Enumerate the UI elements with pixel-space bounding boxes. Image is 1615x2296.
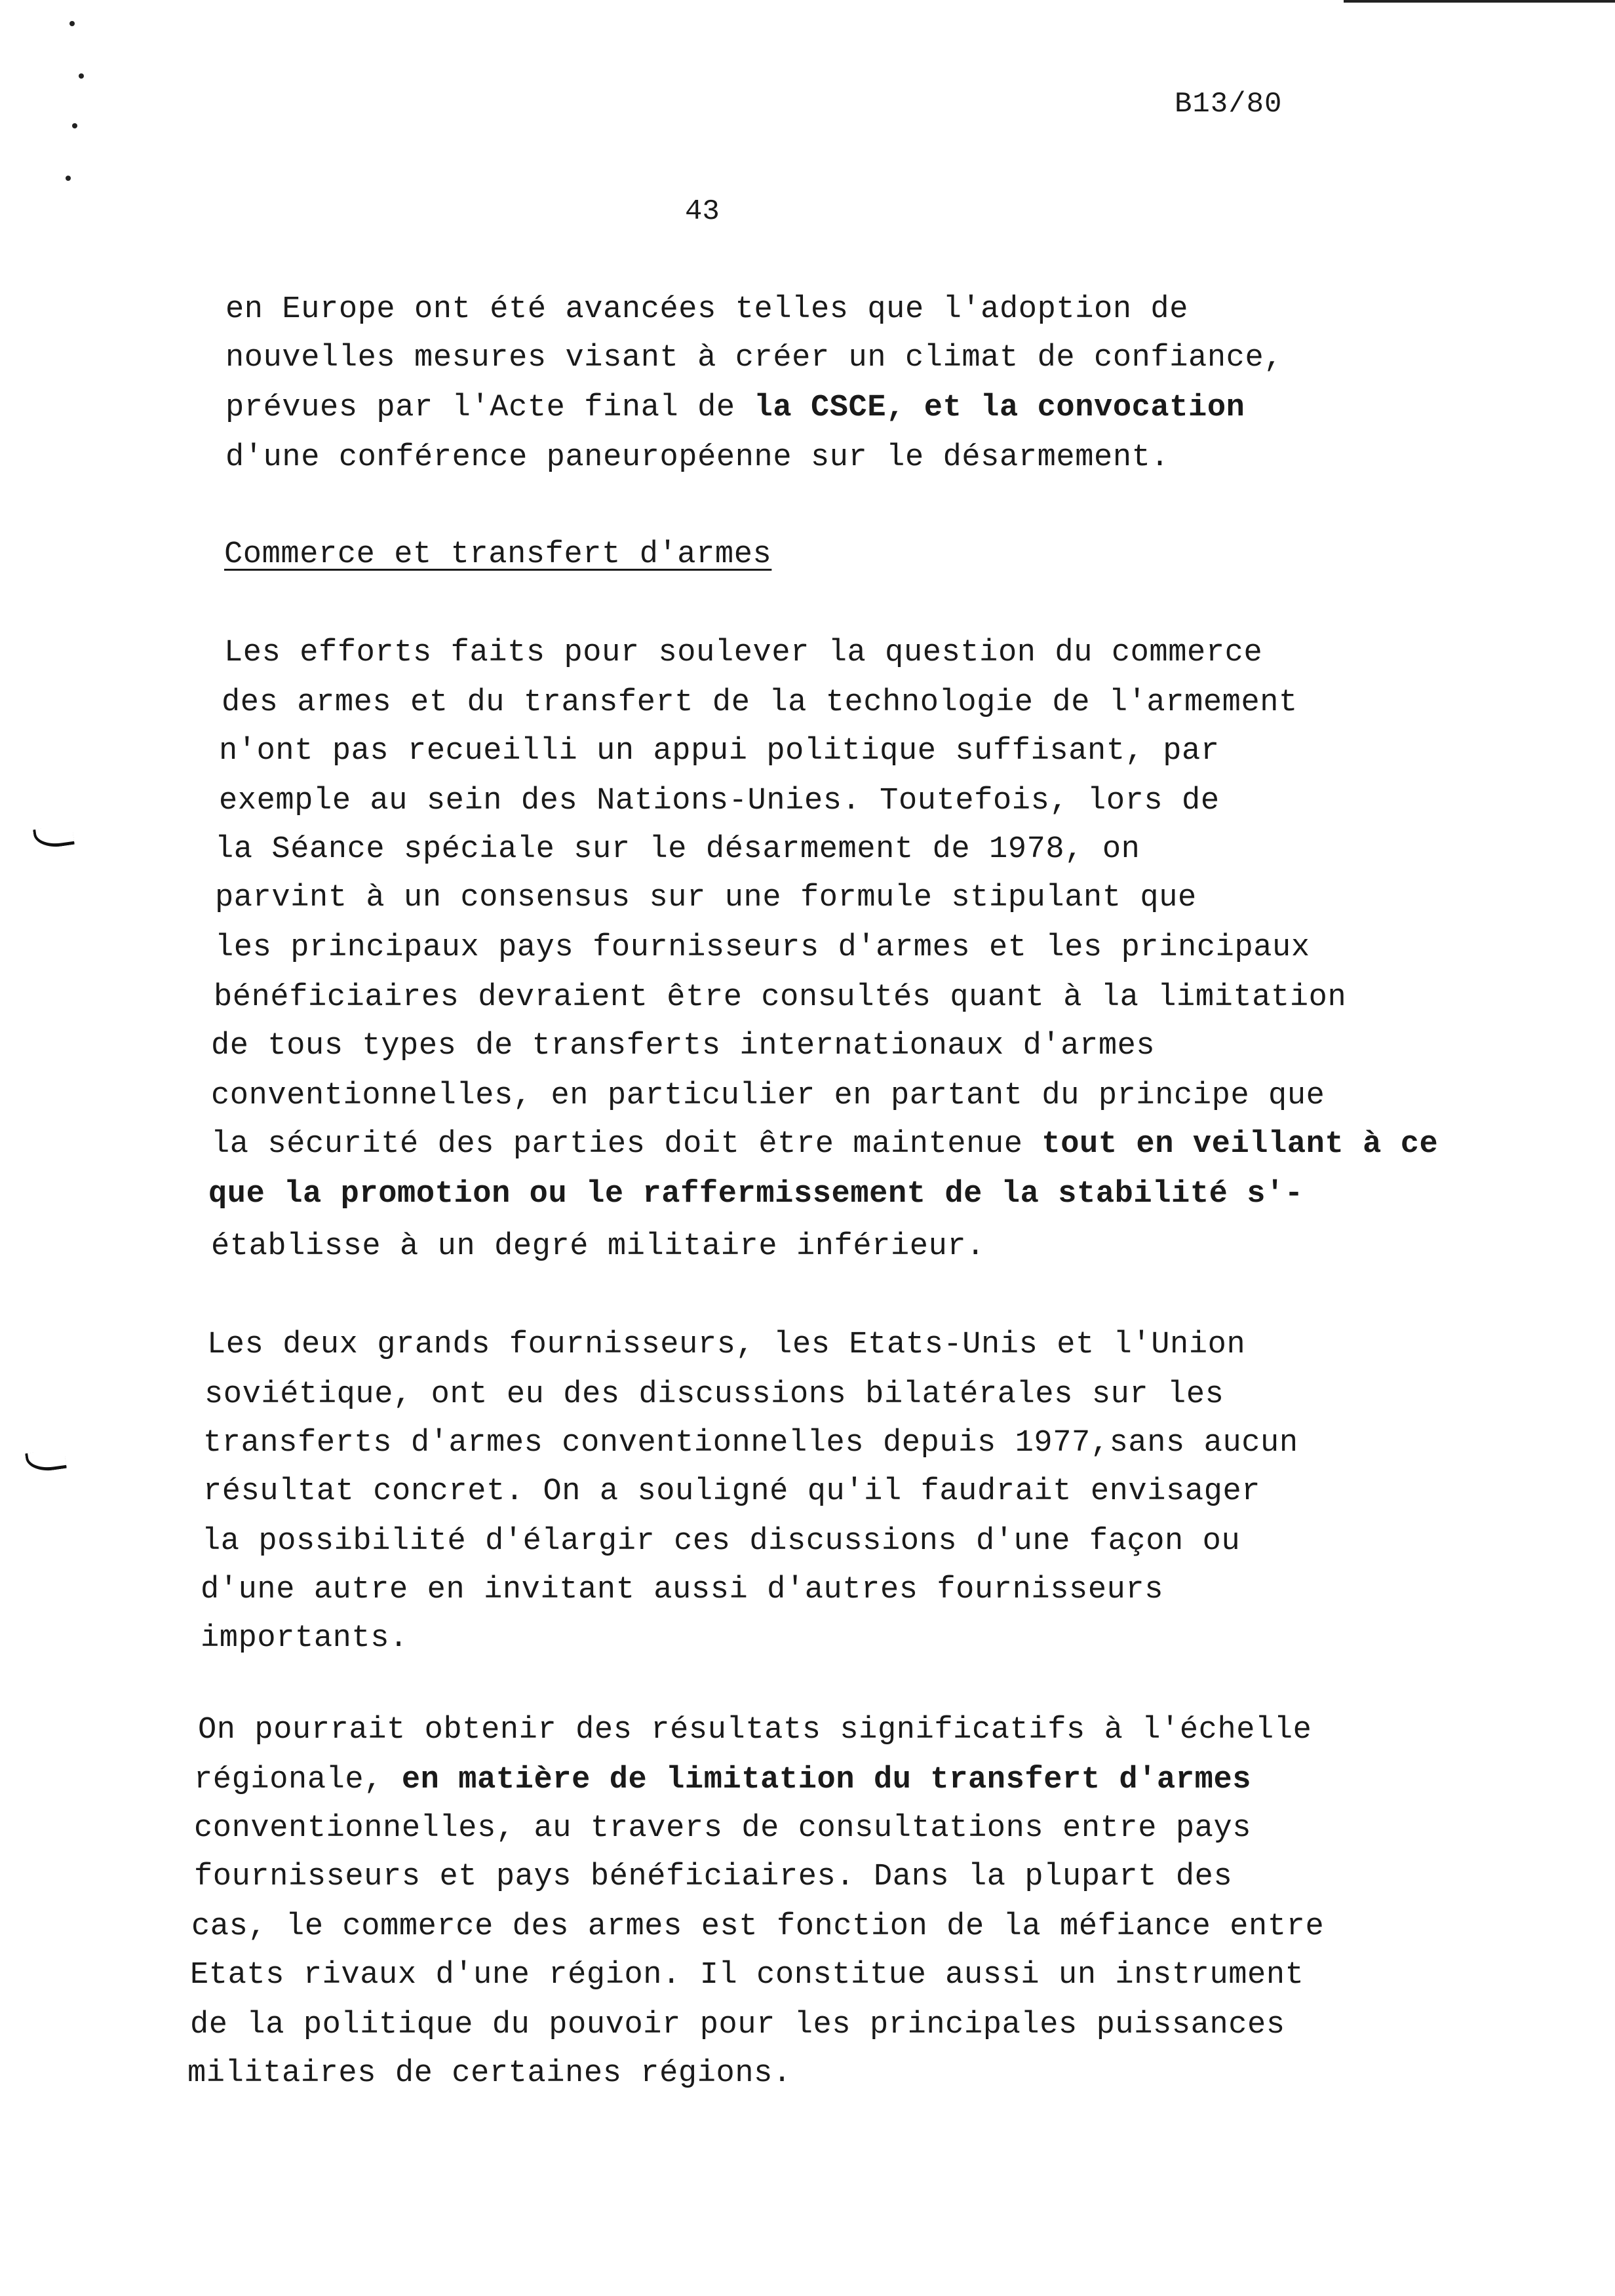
text-line: [219, 734, 1220, 769]
text-segment: importants.: [201, 1621, 408, 1656]
text-segment: parvint à un consensus sur une formule stipulant que: [215, 881, 1197, 915]
text-line: [208, 1177, 1304, 1212]
margin-tick-mark-2: [25, 1448, 67, 1474]
text-segment: n'ont pas recueilli un appui politique suffisant, par: [219, 734, 1220, 769]
text-segment: cas, le commerce des armes est fonction de la méfiance entre: [191, 1909, 1325, 1944]
text-line: [211, 1029, 1155, 1063]
document-reference: B13/80: [1175, 88, 1283, 121]
text-line: [225, 391, 1245, 425]
text-line: [219, 784, 1220, 818]
text-segment: On pourrait obtenir des résultats significatifs à l'échelle: [198, 1713, 1312, 1748]
text-segment: établisse à un degré militaire inférieur.: [211, 1229, 985, 1264]
text-segment: la possibilité d'élargir ces discussions d'une façon ou: [202, 1524, 1241, 1559]
text-line: [214, 980, 1346, 1015]
text-line: [191, 1909, 1324, 1944]
text-segment: des armes et du transfert de la technologie de l'armement: [222, 685, 1298, 720]
text-line: [194, 1811, 1251, 1846]
margin-dot-1: [69, 21, 75, 26]
text-segment: d'une conférence paneuropéenne sur le désarmement.: [225, 440, 1170, 475]
text-segment: prévues par l'Acte final de: [225, 391, 754, 425]
bold-text-segment: tout en veillant à ce: [1041, 1127, 1439, 1162]
text-line: [194, 1763, 1251, 1797]
margin-dot-4: [66, 176, 71, 181]
section-heading: Commerce et transfert d'armes: [224, 537, 772, 572]
text-segment: résultat concret. On a souligné qu'il faudrait envisager: [203, 1474, 1261, 1509]
margin-tick-mark-1: [33, 824, 75, 850]
text-segment: en Europe ont été avancées telles que l'adoption de: [225, 292, 1189, 327]
text-segment: nouvelles mesures visant à créer un climat de confiance,: [225, 341, 1283, 375]
text-segment: Les deux grands fournisseurs, les Etats-Unis et l'Union: [207, 1328, 1246, 1362]
text-line: [211, 1079, 1325, 1113]
text-line: [222, 685, 1298, 720]
text-segment: conventionnelles, en particulier en partant du principe que: [211, 1079, 1325, 1113]
text-line: [207, 1328, 1245, 1362]
text-segment: conventionnelles, au travers de consultations entre pays: [194, 1811, 1252, 1846]
bold-text-segment: que la promotion ou le raffermissement de la stabilité s'-: [208, 1177, 1304, 1212]
text-segment: Etats rivaux d'une région. Il constitue aussi un instrument: [190, 1958, 1304, 1993]
text-line: [211, 1229, 985, 1264]
text-line: [201, 1621, 408, 1656]
text-line: [225, 292, 1188, 327]
margin-dot-2: [79, 73, 84, 79]
text-segment: de la politique du pouvoir pour les principales puissances: [190, 2008, 1285, 2042]
bold-text-segment: la CSCE, et la convocation: [754, 391, 1245, 425]
text-segment: bénéficiaires devraient être consultés quant à la limitation: [214, 980, 1347, 1015]
text-segment: d'une autre en invitant aussi d'autres fournisseurs: [201, 1573, 1164, 1607]
text-line: [203, 1426, 1298, 1461]
text-segment: régionale,: [194, 1763, 402, 1797]
text-line: [211, 1127, 1438, 1162]
bold-text-segment: en matière de limitation du transfert d'armes: [401, 1763, 1252, 1797]
text-line: [204, 1377, 1224, 1412]
text-segment: les principaux pays fournisseurs d'armes et les principaux: [215, 930, 1310, 965]
text-segment: fournisseurs et pays bénéficiaires. Dans la plupart des: [194, 1860, 1233, 1894]
text-segment: militaires de certaines régions.: [187, 2056, 792, 2091]
text-segment: de tous types de transferts internationaux d'armes: [211, 1029, 1156, 1063]
text-line: [190, 1958, 1304, 1993]
text-segment: soviétique, ont eu des discussions bilatérales sur les: [204, 1377, 1224, 1412]
text-line: [198, 1713, 1312, 1748]
text-line: [203, 1474, 1260, 1509]
text-segment: transferts d'armes conventionnelles depuis 1977,sans aucun: [203, 1426, 1298, 1461]
text-line: [215, 930, 1310, 965]
text-line: [215, 881, 1197, 915]
text-line: [190, 2008, 1285, 2042]
page-number: 43: [685, 195, 720, 228]
text-segment: la Séance spéciale sur le désarmement de 1978, on: [215, 832, 1140, 867]
margin-dot-3: [72, 123, 77, 128]
text-line: [225, 341, 1283, 375]
text-line: [215, 832, 1140, 867]
top-edge-rule: [1344, 0, 1615, 3]
text-line: [194, 1860, 1232, 1894]
text-line: [202, 1524, 1240, 1559]
text-line: [201, 1573, 1163, 1607]
text-segment: exemple au sein des Nations-Unies. Toutefois, lors de: [219, 784, 1220, 818]
text-line: [225, 440, 1169, 475]
text-segment: Les efforts faits pour soulever la question du commerce: [224, 636, 1263, 670]
text-line: [224, 636, 1262, 670]
text-line: [187, 2056, 792, 2091]
text-segment: la sécurité des parties doit être maintenue: [211, 1127, 1042, 1162]
